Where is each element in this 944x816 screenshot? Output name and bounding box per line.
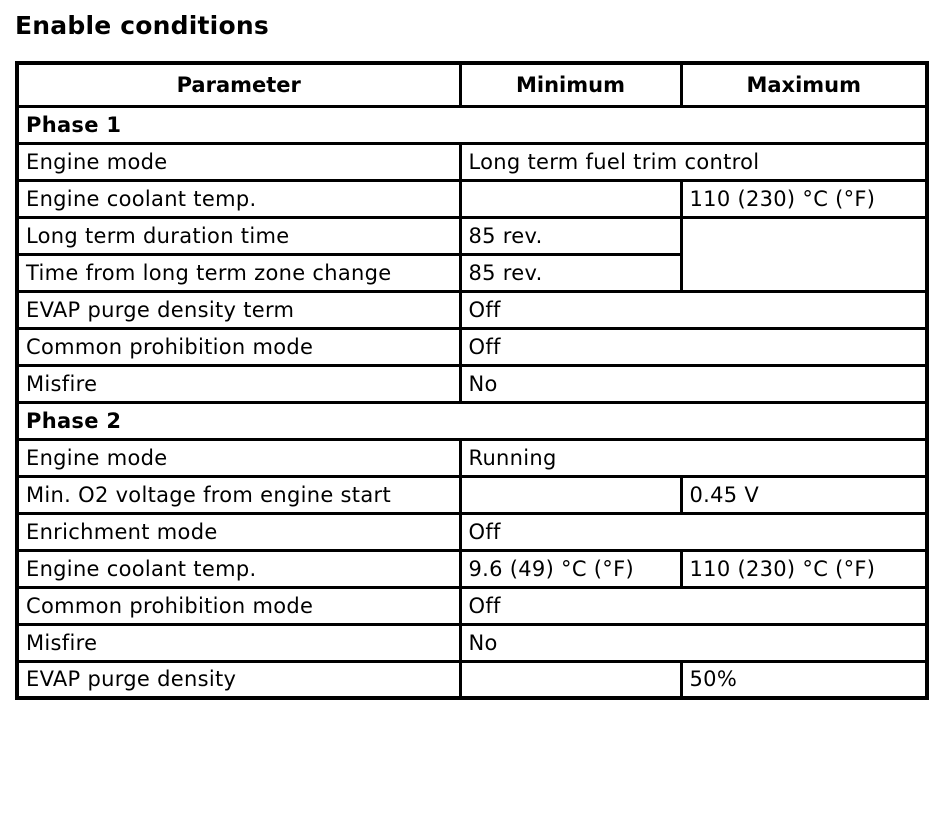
parameter-cell: Engine mode — [17, 439, 460, 476]
maximum-cell: 50% — [681, 661, 927, 698]
parameter-cell: Time from long term zone change — [17, 254, 460, 291]
parameter-cell: EVAP purge density — [17, 661, 460, 698]
table-row — [17, 328, 927, 365]
table-row — [17, 180, 927, 217]
value-cell: Long term fuel trim control — [460, 143, 927, 180]
table-row — [17, 217, 927, 254]
phase-1-label: Phase 1 — [17, 106, 927, 143]
table-row — [17, 624, 927, 661]
minimum-cell — [460, 476, 681, 513]
table-header-row — [17, 63, 927, 106]
table-row — [17, 587, 927, 624]
table-row — [17, 476, 927, 513]
value-cell: No — [460, 624, 927, 661]
parameter-cell: Engine coolant temp. — [17, 180, 460, 217]
value-cell: Off — [460, 291, 927, 328]
value-cell: Running — [460, 439, 927, 476]
minimum-cell — [460, 661, 681, 698]
minimum-cell: 85 rev. — [460, 254, 681, 291]
phase-row — [17, 106, 927, 143]
column-header-parameter: Parameter — [17, 63, 460, 106]
maximum-cell-empty — [681, 217, 927, 291]
value-cell: No — [460, 365, 927, 402]
parameter-cell: Engine coolant temp. — [17, 550, 460, 587]
parameter-cell: Engine mode — [17, 143, 460, 180]
maximum-cell: 0.45 V — [681, 476, 927, 513]
table-row — [17, 365, 927, 402]
table-row — [17, 291, 927, 328]
parameter-cell: Long term duration time — [17, 217, 460, 254]
minimum-cell — [460, 180, 681, 217]
column-header-maximum: Maximum — [681, 63, 927, 106]
parameter-cell: EVAP purge density term — [17, 291, 460, 328]
table-row — [17, 439, 927, 476]
phase-row — [17, 402, 927, 439]
column-header-minimum: Minimum — [460, 63, 681, 106]
table-row — [17, 143, 927, 180]
minimum-cell: 9.6 (49) °C (°F) — [460, 550, 681, 587]
table-row — [17, 550, 927, 587]
page-title: Enable conditions — [15, 11, 269, 40]
table-row — [17, 513, 927, 550]
value-cell: Off — [460, 513, 927, 550]
maximum-cell: 110 (230) °C (°F) — [681, 180, 927, 217]
value-cell: Off — [460, 587, 927, 624]
maximum-cell: 110 (230) °C (°F) — [681, 550, 927, 587]
enable-conditions-table — [15, 61, 929, 700]
parameter-cell: Enrichment mode — [17, 513, 460, 550]
parameter-cell: Misfire — [17, 365, 460, 402]
phase-2-label: Phase 2 — [17, 402, 927, 439]
parameter-cell: Common prohibition mode — [17, 587, 460, 624]
parameter-cell: Misfire — [17, 624, 460, 661]
parameter-cell: Common prohibition mode — [17, 328, 460, 365]
table-row — [17, 661, 927, 698]
minimum-cell: 85 rev. — [460, 217, 681, 254]
parameter-cell: Min. O2 voltage from engine start — [17, 476, 460, 513]
value-cell: Off — [460, 328, 927, 365]
